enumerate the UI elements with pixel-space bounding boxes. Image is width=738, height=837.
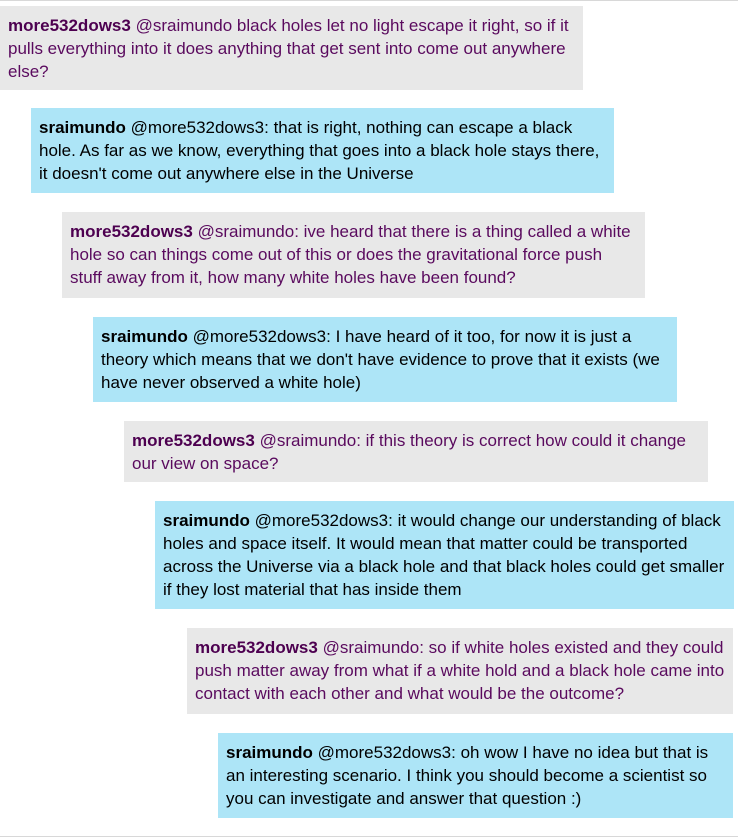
comment-text: @more532dows3: that is right, nothing can escape a black hole. As far as we know, everything that goes into a black hole stays there, it doesn't come out anywhere else in the Universe [39, 118, 600, 183]
comment-text: @more532dows3: oh wow I have no idea but that is an interesting scenario. I think you should become a scientist so you can investigate and answer that question :) [226, 743, 709, 808]
comment-author[interactable]: sraimundo [163, 511, 250, 530]
comment-sraimundo [218, 733, 733, 818]
comment-more532dows3 [124, 421, 708, 482]
comment-text: @sraimundo: if this theory is correct how could it change our view on space? [132, 431, 686, 473]
comment-text: @more532dows3: it would change our understanding of black holes and space itself. It would mean that matter could be transported across the Universe via a black hole and that black holes could get smaller if they lost material that has inside them [163, 511, 725, 599]
comment-text: @more532dows3: I have heard of it too, for now it is just a theory which means that we don't have evidence to prove that it exists (we have never observed a white hole) [101, 327, 660, 392]
comment-author[interactable]: sraimundo [39, 118, 126, 137]
comment-author[interactable]: more532dows3 [70, 222, 193, 241]
comment-sraimundo [31, 108, 614, 193]
comment-sraimundo [155, 501, 734, 609]
comment-text: @sraimundo: ive heard that there is a thing called a white hole so can things come out of this or does the gravitational force push stuff away from it, how many white holes have been found? [70, 222, 631, 287]
comment-more532dows3 [0, 6, 583, 90]
comment-more532dows3 [187, 628, 733, 714]
comment-text: @sraimundo: so if white holes existed and they could push matter away from what if a white hold and a black hole came into contact with each other and what would be the outcome? [195, 638, 725, 703]
divider [0, 0, 738, 1]
comment-sraimundo [93, 317, 677, 402]
comment-author[interactable]: more532dows3 [195, 638, 318, 657]
comment-text: @sraimundo black holes let no light escape it right, so if it pulls everything into it does anything that get sent into come out anywhere else? [8, 16, 569, 81]
comment-more532dows3 [62, 212, 645, 298]
comment-author[interactable]: more532dows3 [132, 431, 255, 450]
comment-author[interactable]: more532dows3 [8, 16, 131, 35]
comment-author[interactable]: sraimundo [101, 327, 188, 346]
comment-author[interactable]: sraimundo [226, 743, 313, 762]
